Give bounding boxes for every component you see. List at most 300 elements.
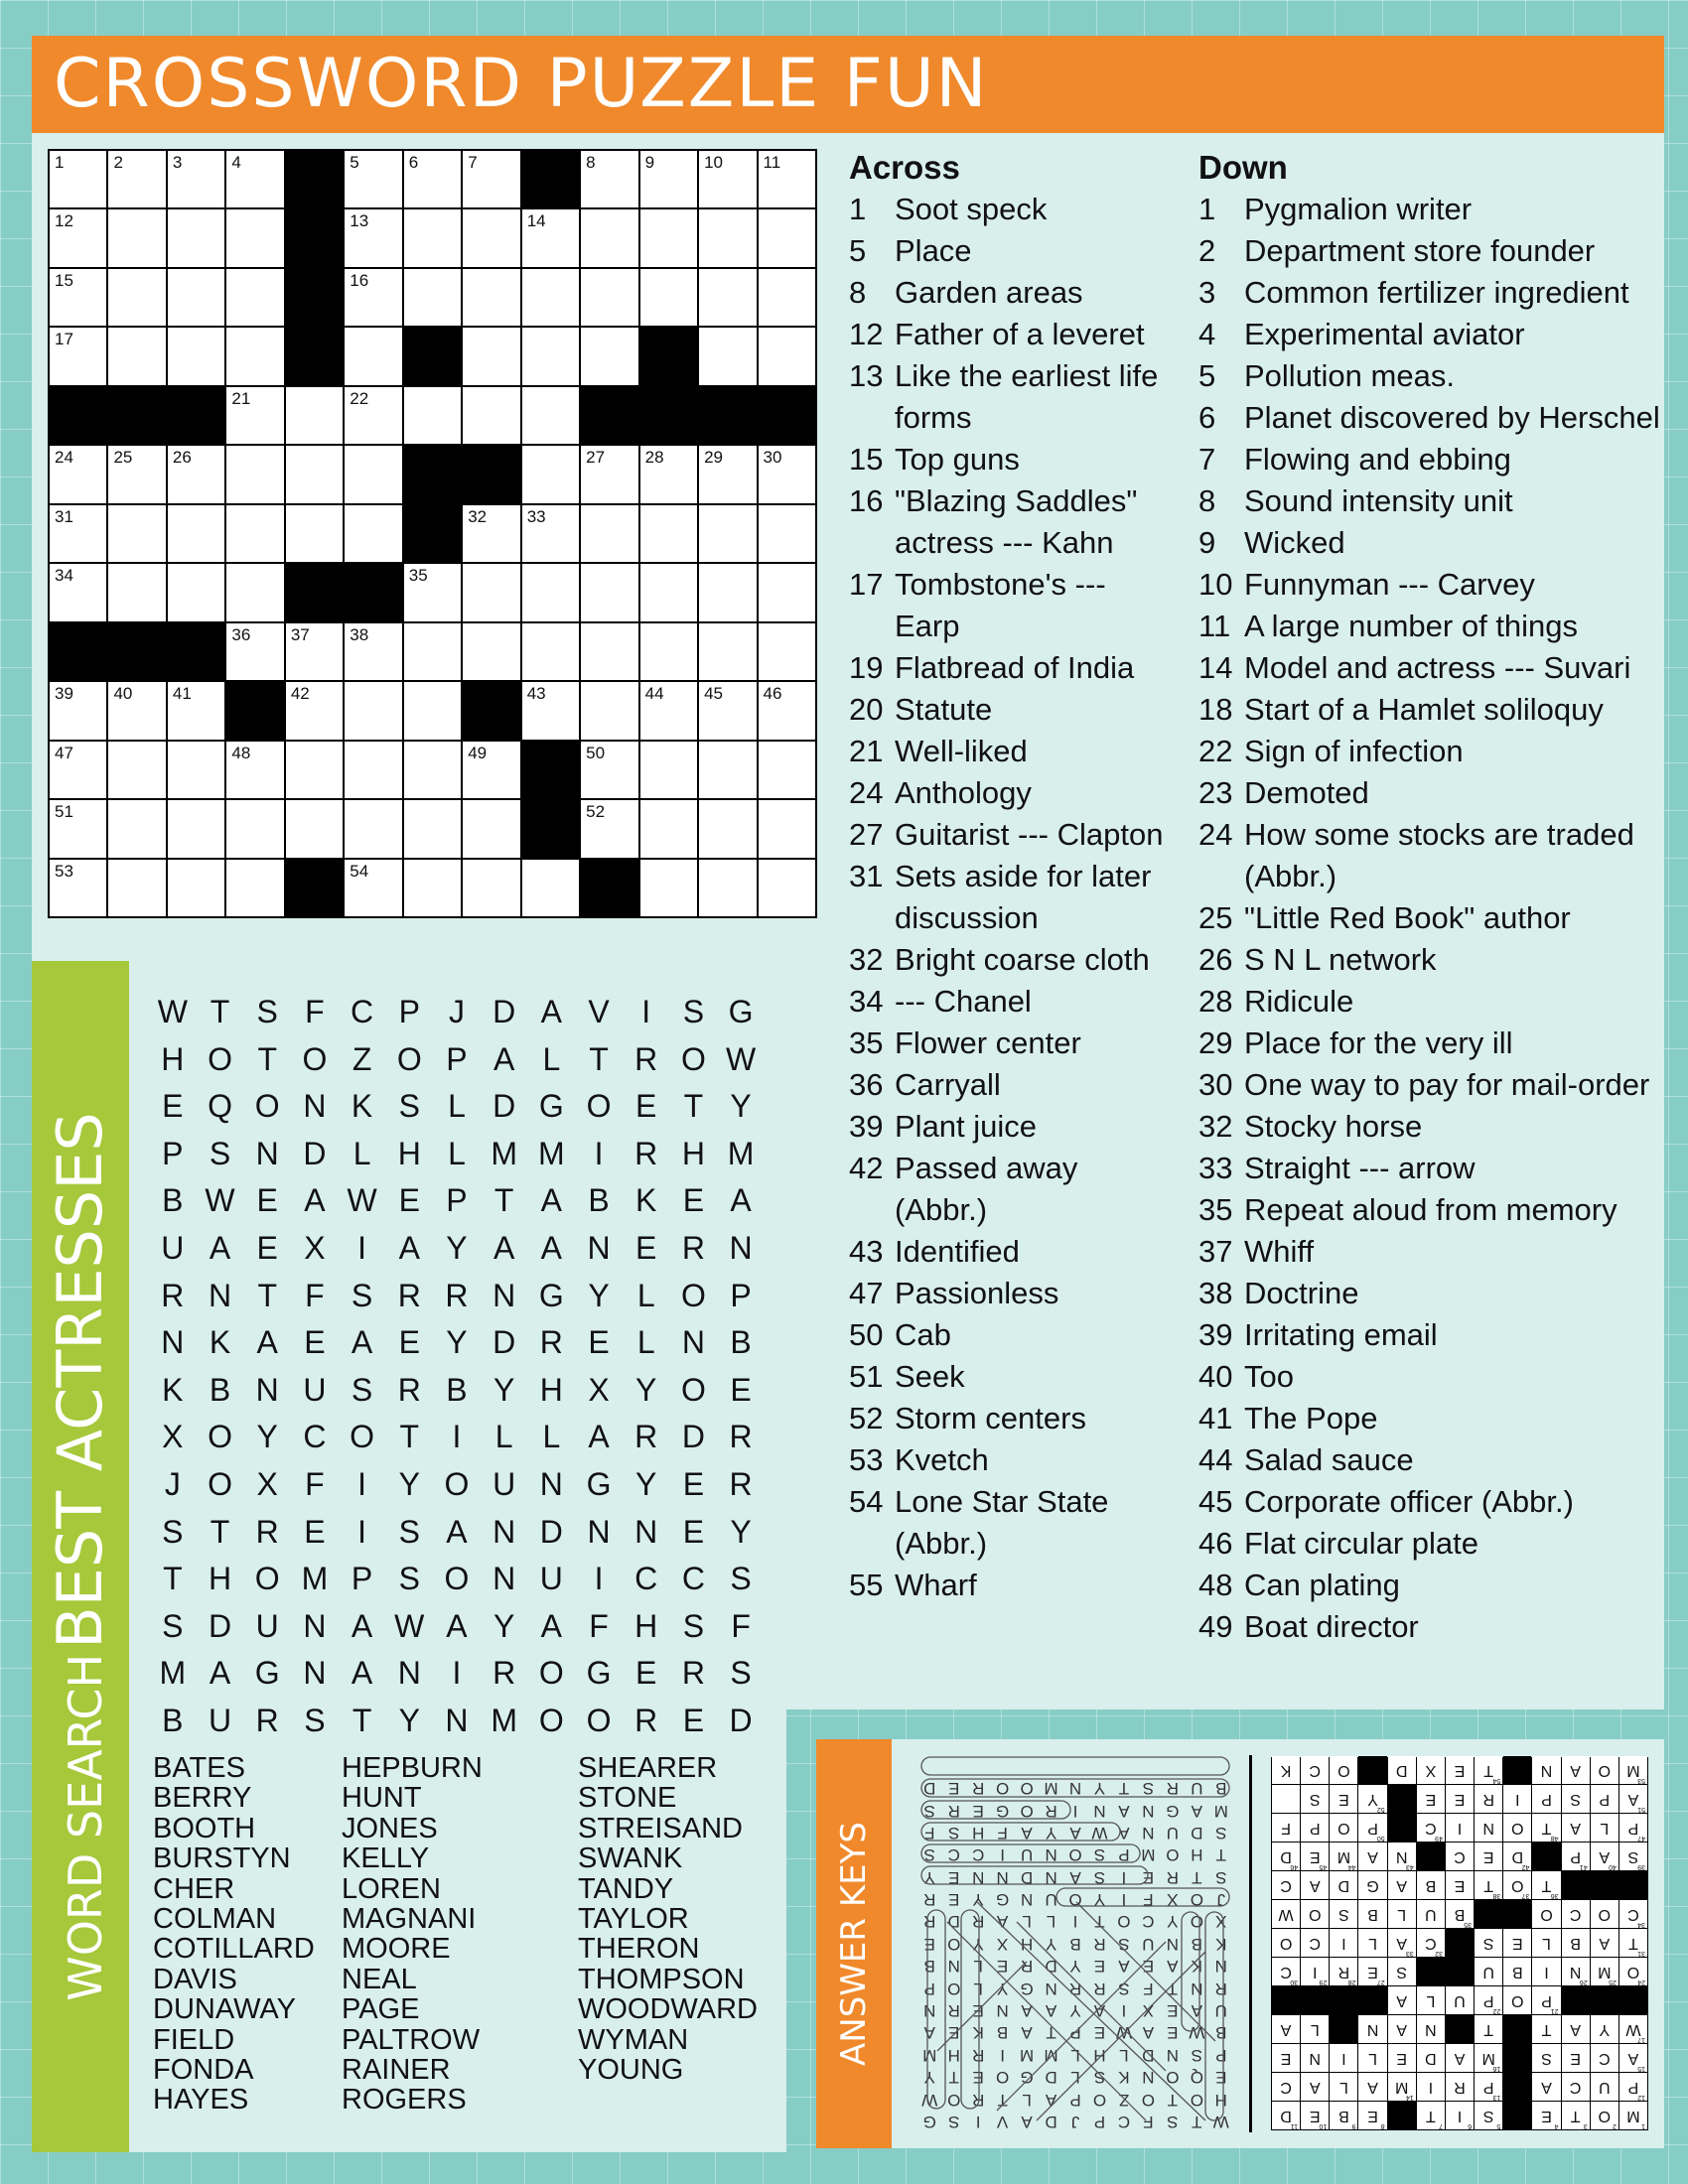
wordsearch-letter[interactable]: O <box>538 1655 564 1692</box>
crossword-cell[interactable] <box>759 505 815 562</box>
crossword-cell[interactable] <box>522 623 579 680</box>
wordsearch-letter[interactable]: O <box>444 1465 470 1502</box>
crossword-cell[interactable] <box>108 269 165 326</box>
crossword-cell[interactable] <box>345 328 401 384</box>
wordsearch-letter[interactable]: E <box>304 1324 326 1361</box>
wordsearch-letter[interactable]: T <box>589 1040 609 1077</box>
wordsearch-letter[interactable]: K <box>209 1324 231 1361</box>
crossword-cell[interactable] <box>699 209 756 266</box>
wordsearch-letter[interactable]: S <box>209 1135 231 1171</box>
crossword-cell[interactable] <box>581 269 637 326</box>
wordsearch-letter[interactable]: B <box>588 1182 610 1219</box>
wordsearch-letter[interactable]: E <box>730 1371 752 1408</box>
crossword-cell[interactable] <box>699 742 756 798</box>
wordsearch-letter[interactable]: L <box>542 1419 561 1455</box>
wordsearch-letter[interactable]: I <box>357 1229 367 1266</box>
crossword-cell[interactable] <box>759 623 815 680</box>
crossword-cell[interactable] <box>699 623 756 680</box>
crossword-cell[interactable] <box>345 269 401 326</box>
wordsearch-letter[interactable]: E <box>256 1229 278 1266</box>
crossword-cell[interactable] <box>345 505 401 562</box>
crossword-cell[interactable] <box>522 505 579 562</box>
crossword-cell[interactable] <box>699 328 756 384</box>
wordsearch-letter[interactable]: S <box>682 1607 705 1644</box>
wordsearch-letter[interactable]: J <box>448 994 465 1029</box>
wordsearch-letter[interactable]: B <box>162 1182 184 1219</box>
wordsearch-letter[interactable]: S <box>256 994 278 1029</box>
crossword-cell[interactable] <box>226 860 283 916</box>
crossword-cell[interactable] <box>345 623 401 680</box>
wordsearch-letter[interactable]: N <box>397 1655 421 1692</box>
wordsearch-letter[interactable]: W <box>205 1182 235 1219</box>
wordsearch-letter[interactable]: S <box>730 1561 752 1597</box>
crossword-cell[interactable] <box>404 269 461 326</box>
crossword-cell[interactable] <box>404 800 461 857</box>
crossword-cell[interactable] <box>345 800 401 857</box>
wordsearch-letter[interactable]: L <box>448 1135 466 1171</box>
crossword-cell[interactable] <box>108 328 165 384</box>
wordsearch-letter[interactable]: O <box>254 1088 280 1125</box>
wordsearch-letter[interactable]: B <box>209 1371 231 1408</box>
crossword-cell[interactable] <box>168 151 224 207</box>
wordsearch-letter[interactable]: R <box>161 1277 185 1313</box>
crossword-cell[interactable] <box>286 387 343 444</box>
wordsearch-letter[interactable]: R <box>729 1419 753 1455</box>
wordsearch-letter[interactable]: X <box>162 1419 184 1455</box>
wordsearch-letter[interactable]: M <box>301 1561 329 1597</box>
wordsearch-letter[interactable]: E <box>588 1324 610 1361</box>
wordsearch-letter[interactable]: T <box>352 1702 372 1738</box>
wordsearch-letter[interactable]: N <box>303 1655 327 1692</box>
wordsearch-letter[interactable]: C <box>681 1561 705 1597</box>
crossword-cell[interactable] <box>168 209 224 266</box>
crossword-cell[interactable] <box>50 742 106 798</box>
crossword-cell[interactable] <box>699 446 756 502</box>
crossword-cell[interactable] <box>345 209 401 266</box>
crossword-cell[interactable] <box>168 860 224 916</box>
wordsearch-letter[interactable]: P <box>351 1561 373 1597</box>
crossword-cell[interactable] <box>640 742 697 798</box>
wordsearch-letter[interactable]: W <box>157 994 188 1029</box>
crossword-cell[interactable] <box>581 623 637 680</box>
crossword-cell[interactable] <box>699 151 756 207</box>
wordsearch-letter[interactable]: E <box>635 1655 657 1692</box>
wordsearch-letter[interactable]: A <box>540 1607 563 1644</box>
crossword-cell[interactable] <box>345 682 401 739</box>
wordsearch-letter[interactable]: O <box>208 1040 232 1077</box>
wordsearch-letter[interactable]: A <box>446 1607 468 1644</box>
crossword-cell[interactable] <box>581 800 637 857</box>
crossword-cell[interactable] <box>168 269 224 326</box>
wordsearch-letter[interactable]: G <box>538 1088 564 1125</box>
crossword-cell[interactable] <box>226 742 283 798</box>
wordsearch-letter[interactable]: Y <box>588 1277 610 1313</box>
wordsearch-letter[interactable]: R <box>255 1513 279 1550</box>
crossword-cell[interactable] <box>759 446 815 502</box>
wordsearch-letter[interactable]: I <box>452 1419 462 1455</box>
wordsearch-letter[interactable]: D <box>303 1135 327 1171</box>
wordsearch-letter[interactable]: E <box>398 1324 420 1361</box>
wordsearch-letter[interactable]: H <box>681 1135 705 1171</box>
crossword-cell[interactable] <box>50 505 106 562</box>
wordsearch-letter[interactable]: O <box>680 1040 706 1077</box>
wordsearch-letter[interactable]: D <box>681 1419 705 1455</box>
wordsearch-letter[interactable]: R <box>445 1277 469 1313</box>
wordsearch-letter[interactable]: K <box>162 1371 184 1408</box>
wordsearch-letter[interactable]: N <box>492 1277 516 1313</box>
crossword-cell[interactable] <box>759 860 815 916</box>
crossword-cell[interactable] <box>522 328 579 384</box>
crossword-cell[interactable] <box>759 564 815 620</box>
wordsearch-letter[interactable]: D <box>208 1607 232 1644</box>
crossword-cell[interactable] <box>226 151 283 207</box>
crossword-cell[interactable] <box>759 742 815 798</box>
wordsearch-letter[interactable]: O <box>444 1561 470 1597</box>
wordsearch-letter[interactable]: O <box>680 1371 706 1408</box>
crossword-cell[interactable] <box>640 860 697 916</box>
wordsearch-letter[interactable]: A <box>209 1229 231 1266</box>
crossword-cell[interactable] <box>581 564 637 620</box>
crossword-cell[interactable] <box>463 800 519 857</box>
wordsearch-letter[interactable]: M <box>491 1702 517 1738</box>
crossword-cell[interactable] <box>522 682 579 739</box>
wordsearch-letter[interactable]: Q <box>208 1088 232 1125</box>
crossword-cell[interactable] <box>50 860 106 916</box>
wordsearch-letter[interactable]: O <box>254 1561 280 1597</box>
crossword-cell[interactable] <box>640 682 697 739</box>
crossword-cell[interactable] <box>640 151 697 207</box>
crossword-cell[interactable] <box>640 209 697 266</box>
crossword-cell[interactable] <box>404 209 461 266</box>
crossword-cell[interactable] <box>50 682 106 739</box>
crossword-cell[interactable] <box>404 860 461 916</box>
crossword-cell[interactable] <box>759 151 815 207</box>
wordsearch-letter[interactable]: A <box>304 1182 326 1219</box>
wordsearch-letter[interactable]: E <box>256 1182 278 1219</box>
wordsearch-letter[interactable]: D <box>539 1513 563 1550</box>
wordsearch-letter[interactable]: G <box>586 1655 612 1692</box>
crossword-cell[interactable] <box>50 564 106 620</box>
wordsearch-letter[interactable]: U <box>255 1607 279 1644</box>
wordsearch-letter[interactable]: U <box>208 1702 232 1738</box>
crossword-cell[interactable] <box>463 564 519 620</box>
crossword-cell[interactable] <box>286 800 343 857</box>
wordsearch-letter[interactable]: A <box>540 1182 563 1219</box>
wordsearch-letter[interactable]: R <box>397 1371 421 1408</box>
wordsearch-letter[interactable]: T <box>257 1277 277 1313</box>
wordsearch-letter[interactable]: A <box>209 1655 231 1692</box>
wordsearch-letter[interactable]: W <box>725 1040 757 1077</box>
crossword-cell[interactable] <box>345 860 401 916</box>
wordsearch-letter[interactable]: N <box>729 1229 753 1266</box>
crossword-cell[interactable] <box>522 269 579 326</box>
wordsearch-letter[interactable]: S <box>398 1513 420 1550</box>
wordsearch-letter[interactable]: O <box>396 1040 422 1077</box>
crossword-cell[interactable] <box>699 269 756 326</box>
crossword-cell[interactable] <box>226 209 283 266</box>
wordsearch-letter[interactable]: P <box>730 1277 752 1313</box>
wordsearch-letter[interactable]: B <box>446 1371 468 1408</box>
wordsearch-letter[interactable]: T <box>493 1182 514 1219</box>
crossword-cell[interactable] <box>404 564 461 620</box>
wordsearch-letter[interactable]: R <box>634 1419 658 1455</box>
crossword-cell[interactable] <box>463 742 519 798</box>
crossword-cell[interactable] <box>640 564 697 620</box>
wordsearch-letter[interactable]: E <box>304 1513 326 1550</box>
wordsearch-letter[interactable]: S <box>351 1277 373 1313</box>
crossword-cell[interactable] <box>108 682 165 739</box>
crossword-cell[interactable] <box>463 209 519 266</box>
crossword-cell[interactable] <box>50 328 106 384</box>
wordsearch-letter[interactable]: I <box>452 1655 462 1692</box>
crossword-cell[interactable] <box>463 328 519 384</box>
wordsearch-letter[interactable]: F <box>305 994 325 1029</box>
crossword-cell[interactable] <box>759 269 815 326</box>
wordsearch-letter[interactable]: W <box>347 1182 377 1219</box>
crossword-cell[interactable] <box>699 800 756 857</box>
wordsearch-letter[interactable]: S <box>398 1088 420 1125</box>
wordsearch-letter[interactable]: B <box>162 1702 184 1738</box>
wordsearch-letter[interactable]: E <box>635 1229 657 1266</box>
wordsearch-letter[interactable]: O <box>350 1419 375 1455</box>
crossword-cell[interactable] <box>345 446 401 502</box>
wordsearch-letter[interactable]: S <box>730 1655 752 1692</box>
wordsearch-letter[interactable]: O <box>586 1702 612 1738</box>
crossword-cell[interactable] <box>581 682 637 739</box>
wordsearch-letter[interactable]: I <box>357 1465 367 1502</box>
crossword-cell[interactable] <box>640 269 697 326</box>
crossword-cell[interactable] <box>759 800 815 857</box>
wordsearch-letter[interactable]: F <box>589 1607 609 1644</box>
wordsearch-letter[interactable]: L <box>352 1135 371 1171</box>
wordsearch-letter[interactable]: I <box>594 1561 604 1597</box>
wordsearch-letter[interactable]: A <box>398 1229 420 1266</box>
wordsearch-letter[interactable]: P <box>446 1182 468 1219</box>
crossword-cell[interactable] <box>108 564 165 620</box>
wordsearch-letter[interactable]: T <box>683 1088 704 1125</box>
crossword-cell[interactable] <box>226 505 283 562</box>
crossword-cell[interactable] <box>463 860 519 916</box>
wordsearch-letter[interactable]: H <box>634 1607 658 1644</box>
crossword-cell[interactable] <box>463 151 519 207</box>
wordsearch-letter[interactable]: C <box>351 994 374 1029</box>
wordsearch-letter[interactable]: Y <box>492 1607 515 1644</box>
wordsearch-letter[interactable]: Y <box>730 1088 752 1125</box>
wordsearch-letter[interactable]: N <box>161 1324 185 1361</box>
wordsearch-letter[interactable]: L <box>542 1040 561 1077</box>
wordsearch-letter[interactable]: R <box>397 1277 421 1313</box>
wordsearch-letter[interactable]: R <box>729 1465 753 1502</box>
wordsearch-letter[interactable]: H <box>539 1371 563 1408</box>
wordsearch-letter[interactable]: N <box>492 1513 516 1550</box>
wordsearch-letter[interactable]: A <box>730 1182 752 1219</box>
wordsearch-letter[interactable]: F <box>305 1277 325 1313</box>
wordsearch-letter[interactable]: N <box>303 1088 327 1125</box>
wordsearch-letter[interactable]: O <box>208 1419 232 1455</box>
wordsearch-letter[interactable]: E <box>682 1465 705 1502</box>
wordsearch-letter[interactable]: T <box>210 1513 230 1550</box>
wordsearch-letter[interactable]: F <box>305 1465 325 1502</box>
crossword-cell[interactable] <box>168 564 224 620</box>
wordsearch-letter[interactable]: A <box>492 1040 515 1077</box>
crossword-cell[interactable] <box>581 209 637 266</box>
wordsearch-letter[interactable]: A <box>351 1324 373 1361</box>
wordsearch-letter[interactable]: N <box>587 1513 611 1550</box>
wordsearch-letter[interactable]: X <box>256 1465 278 1502</box>
wordsearch-letter[interactable]: X <box>304 1229 326 1266</box>
crossword-cell[interactable] <box>699 682 756 739</box>
wordsearch-letter[interactable]: E <box>682 1702 705 1738</box>
wordsearch-letter[interactable]: N <box>303 1607 327 1644</box>
crossword-cell[interactable] <box>404 742 461 798</box>
crossword-cell[interactable] <box>50 209 106 266</box>
crossword-cell[interactable] <box>463 623 519 680</box>
wordsearch-letter[interactable]: Y <box>446 1324 468 1361</box>
wordsearch-letter[interactable]: O <box>586 1088 612 1125</box>
wordsearch-letter[interactable]: D <box>492 1324 516 1361</box>
wordsearch-letter[interactable]: O <box>680 1277 706 1313</box>
wordsearch-letter[interactable]: U <box>161 1229 185 1266</box>
wordsearch-letter[interactable]: K <box>635 1182 657 1219</box>
wordsearch-letter[interactable]: G <box>728 994 754 1029</box>
wordsearch-letter[interactable]: Y <box>398 1465 420 1502</box>
wordsearch-letter[interactable]: V <box>588 994 610 1029</box>
crossword-cell[interactable] <box>226 269 283 326</box>
crossword-cell[interactable] <box>168 505 224 562</box>
wordsearch-letter[interactable]: C <box>303 1419 327 1455</box>
wordsearch-letter[interactable]: A <box>351 1607 373 1644</box>
wordsearch-letter[interactable]: R <box>492 1655 516 1692</box>
wordsearch-letter[interactable]: U <box>492 1465 516 1502</box>
wordsearch-letter[interactable]: N <box>492 1561 516 1597</box>
wordsearch-letter[interactable]: N <box>445 1702 469 1738</box>
crossword-cell[interactable] <box>699 505 756 562</box>
crossword-cell[interactable] <box>108 860 165 916</box>
wordsearch-letter[interactable]: M <box>538 1135 565 1171</box>
crossword-cell[interactable] <box>640 505 697 562</box>
crossword-cell[interactable] <box>50 446 106 502</box>
wordsearch-letter[interactable]: M <box>491 1135 517 1171</box>
wordsearch-letter[interactable]: Z <box>352 1040 372 1077</box>
crossword-cell[interactable] <box>640 800 697 857</box>
wordsearch-letter[interactable]: P <box>446 1040 468 1077</box>
crossword-cell[interactable] <box>581 328 637 384</box>
wordsearch-letter[interactable]: S <box>351 1371 373 1408</box>
wordsearch-letter[interactable]: C <box>634 1561 658 1597</box>
wordsearch-letter[interactable]: Y <box>398 1702 420 1738</box>
wordsearch-letter[interactable]: A <box>256 1324 278 1361</box>
crossword-cell[interactable] <box>108 446 165 502</box>
crossword-cell[interactable] <box>286 742 343 798</box>
wordsearch-letter[interactable]: S <box>162 1513 184 1550</box>
crossword-cell[interactable] <box>581 446 637 502</box>
wordsearch-letter[interactable]: H <box>208 1561 232 1597</box>
wordsearch-letter[interactable]: E <box>682 1513 705 1550</box>
crossword-cell[interactable] <box>168 328 224 384</box>
wordsearch-letter[interactable]: N <box>634 1513 658 1550</box>
crossword-cell[interactable] <box>581 151 637 207</box>
wordsearch-letter[interactable]: P <box>398 994 420 1029</box>
crossword-cell[interactable] <box>345 387 401 444</box>
wordsearch-letter[interactable]: J <box>164 1465 181 1502</box>
wordsearch-letter[interactable]: S <box>682 994 705 1029</box>
wordsearch-letter[interactable]: M <box>159 1655 187 1692</box>
crossword-cell[interactable] <box>404 623 461 680</box>
wordsearch-letter[interactable]: T <box>210 994 230 1029</box>
crossword-cell[interactable] <box>522 564 579 620</box>
crossword-cell[interactable] <box>463 269 519 326</box>
wordsearch-letter[interactable]: T <box>399 1419 420 1455</box>
crossword-cell[interactable] <box>759 209 815 266</box>
wordsearch-letter[interactable]: Y <box>256 1419 278 1455</box>
wordsearch-letter[interactable]: N <box>255 1371 279 1408</box>
wordsearch-letter[interactable]: A <box>492 1229 515 1266</box>
wordsearch-letter[interactable]: U <box>303 1371 327 1408</box>
crossword-cell[interactable] <box>522 209 579 266</box>
wordsearch-letter[interactable]: T <box>257 1040 277 1077</box>
wordsearch-letter[interactable]: D <box>492 1088 516 1125</box>
crossword-cell[interactable] <box>226 800 283 857</box>
wordsearch-letter[interactable]: H <box>161 1040 185 1077</box>
crossword-cell[interactable] <box>522 860 579 916</box>
crossword-cell[interactable] <box>286 446 343 502</box>
wordsearch-letter[interactable]: R <box>681 1655 705 1692</box>
crossword-cell[interactable] <box>50 151 106 207</box>
crossword-cell[interactable] <box>404 151 461 207</box>
crossword-cell[interactable] <box>168 682 224 739</box>
wordsearch-letter[interactable]: R <box>539 1324 563 1361</box>
wordsearch-letter[interactable]: O <box>302 1040 328 1077</box>
wordsearch-letter[interactable]: H <box>397 1135 421 1171</box>
crossword-cell[interactable] <box>699 860 756 916</box>
crossword-cell[interactable] <box>581 505 637 562</box>
wordsearch-letter[interactable]: A <box>540 1229 563 1266</box>
wordsearch-letter[interactable]: I <box>594 1135 604 1171</box>
crossword-cell[interactable] <box>108 505 165 562</box>
crossword-cell[interactable] <box>463 387 519 444</box>
wordsearch-letter[interactable]: F <box>731 1607 751 1644</box>
wordsearch-letter[interactable]: R <box>634 1702 658 1738</box>
wordsearch-letter[interactable]: D <box>492 994 516 1029</box>
crossword-cell[interactable] <box>226 623 283 680</box>
crossword-cell[interactable] <box>404 682 461 739</box>
wordsearch-letter[interactable]: X <box>588 1371 610 1408</box>
wordsearch-letter[interactable]: K <box>351 1088 373 1125</box>
crossword-cell[interactable] <box>226 387 283 444</box>
wordsearch-letter[interactable]: S <box>162 1607 184 1644</box>
wordsearch-letter[interactable]: E <box>162 1088 184 1125</box>
wordsearch-letter[interactable]: E <box>635 1088 657 1125</box>
wordsearch-letter[interactable]: Y <box>635 1371 657 1408</box>
wordsearch-letter[interactable]: G <box>254 1655 280 1692</box>
wordsearch-letter[interactable]: D <box>729 1702 753 1738</box>
crossword-cell[interactable] <box>108 742 165 798</box>
crossword-cell[interactable] <box>522 446 579 502</box>
wordsearch-letter[interactable]: S <box>398 1561 420 1597</box>
crossword-cell[interactable] <box>286 682 343 739</box>
crossword-cell[interactable] <box>640 623 697 680</box>
crossword-cell[interactable] <box>108 209 165 266</box>
crossword-cell[interactable] <box>108 151 165 207</box>
wordsearch-letter[interactable]: I <box>641 994 651 1029</box>
wordsearch-letter[interactable]: A <box>446 1513 468 1550</box>
wordsearch-letter[interactable]: E <box>398 1182 420 1219</box>
wordsearch-letter[interactable]: G <box>538 1277 564 1313</box>
crossword-cell[interactable] <box>345 151 401 207</box>
crossword-cell[interactable] <box>463 505 519 562</box>
crossword-cell[interactable] <box>226 446 283 502</box>
wordsearch-letter[interactable]: U <box>539 1561 563 1597</box>
